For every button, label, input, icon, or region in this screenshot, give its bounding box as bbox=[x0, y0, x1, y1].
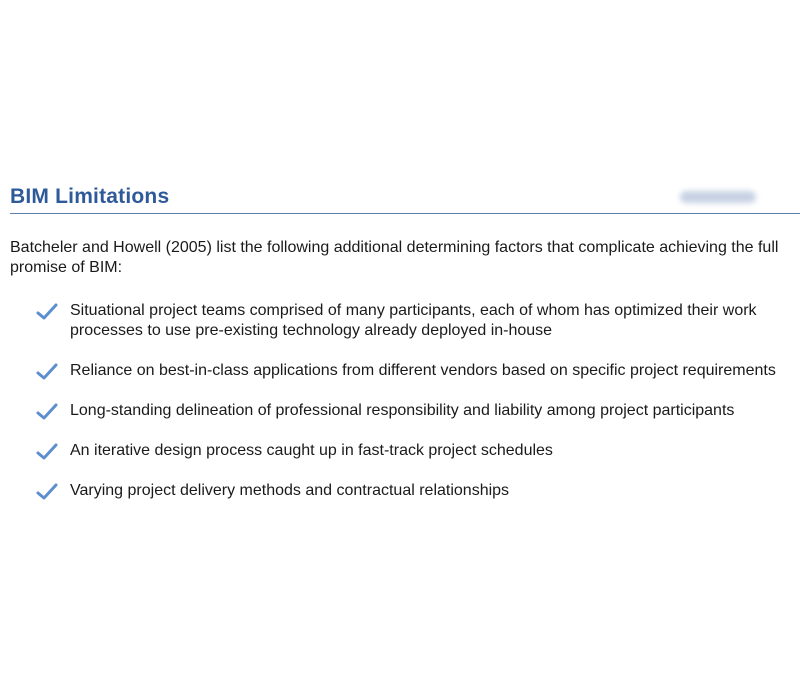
title-divider bbox=[10, 213, 800, 214]
list-item bbox=[36, 301, 776, 341]
intro-paragraph: Batcheler and Howell (2005) list the following additional determining factors that complicate achieving the full promise of BIM: bbox=[10, 239, 779, 276]
list-item-text: Varying project delivery methods and contractual relationships bbox=[70, 482, 510, 499]
checkmark-icon bbox=[36, 303, 58, 321]
blurred-header-note bbox=[680, 191, 756, 203]
checkmark-icon bbox=[36, 363, 58, 381]
section-title: BIM Limitations bbox=[10, 185, 170, 208]
checkmark-icon bbox=[36, 483, 58, 501]
list-item bbox=[36, 361, 776, 381]
list-item-text: An iterative design process caught up in fast-track project schedules bbox=[70, 442, 553, 459]
list-item-text: Long-standing delineation of professional responsibility and liability among project participants bbox=[70, 402, 735, 419]
checkmark-icon bbox=[36, 443, 58, 461]
list-item bbox=[36, 401, 776, 421]
section-header bbox=[10, 185, 800, 213]
limitations-list bbox=[36, 301, 776, 521]
checkmark-icon bbox=[36, 403, 58, 421]
list-item-text: Situational project teams comprised of many participants, each of whom has optimized their work processes to use pre-existing technology already deployed in-house bbox=[70, 302, 757, 339]
list-item bbox=[36, 481, 776, 501]
list-item bbox=[36, 441, 776, 461]
list-item-text: Reliance on best-in-class applications from different vendors based on specific project requirements bbox=[70, 362, 776, 379]
